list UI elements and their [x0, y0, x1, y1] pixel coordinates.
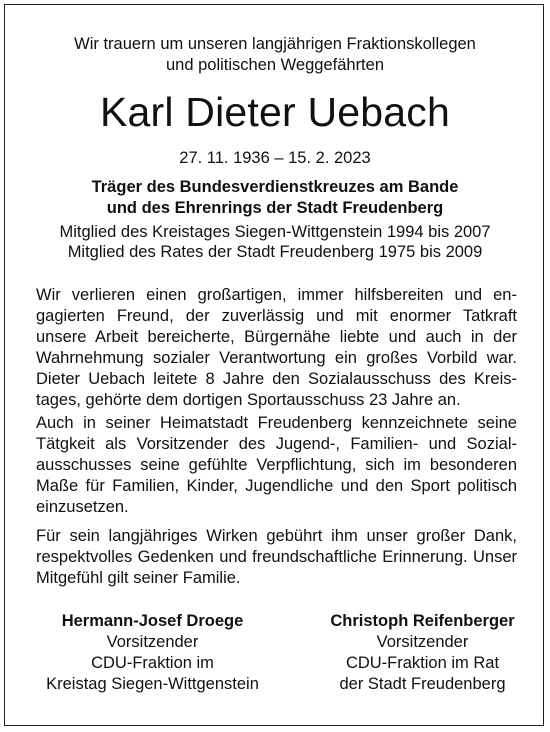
honor-line-1: Träger des Bundesverdienstkreuzes am Bande	[91, 178, 459, 196]
intro-text	[0, 34, 550, 76]
intro-line-2: und politischen Weggefährten	[165, 56, 384, 74]
signatory-org-line-2: Kreistag Siegen-Wittgenstein	[46, 675, 259, 693]
honor-line-2: und des Ehrenrings der Stadt Freudenberg	[106, 199, 444, 217]
memberships	[0, 222, 550, 262]
signatory-org-line-1: CDU-Fraktion im Rat	[345, 654, 500, 672]
signatory-org-line-2: der Stadt Freudenberg	[339, 675, 506, 693]
intro-line-1: Wir trauern um unseren langjährigen Fraktionskollegen	[74, 35, 476, 53]
signatory-role: Vorsitzender	[376, 633, 469, 651]
signatory-name: Christoph Reifenberger	[330, 612, 515, 630]
signature-right	[290, 611, 550, 695]
signatory-name: Hermann-Josef Droege	[61, 612, 244, 630]
signatory-org-line-1: CDU-Fraktion im	[91, 654, 214, 672]
deceased-name: Karl Dieter Uebach	[100, 89, 450, 135]
paragraph-tribute: Wir verlieren einen großartigen, immer hilfsbereiten und engagierten Freund, der zuverlässig und mit enormer Tatkraft unsere Arbeit bereicherte, Bürgernähe liebte und auch in der Wahrnehmung sozialer Verantwortung ein großes Vorbild war. Dieter Uebach leitete 8 Jahre den Sozialausschuss des Kreistages, gehörte dem dortigen Sportausschuss 23 Jahre an.	[36, 286, 517, 409]
signatory-role: Vorsitzender	[106, 633, 199, 651]
life-dates: 27. 11. 1936 – 15. 2. 2023	[179, 149, 371, 167]
honors	[0, 177, 550, 219]
signature-left	[20, 611, 285, 695]
membership-line-1: Mitglied des Kreistages Siegen-Wittgenstein 1994 bis 2007	[59, 223, 491, 241]
membership-line-2: Mitglied des Rates der Stadt Freudenberg 1975 bis 2009	[67, 243, 483, 261]
paragraph-thanks: Für sein langjähriges Wirken gebührt ihm unser großer Dank, respektvolles Gedenken und freundschaftliche Erinnerung. Unser Mitgefühl gilt seiner Familie.	[36, 527, 517, 587]
paragraph-hometown: Auch in seiner Heimatstadt Freudenberg kennzeichnete seine Tätgkeit als Vorsitzender des Jugend-, Familien- und Sozialausschusses seine gefühlte Verpflichtung, sich im besonderen Maße für Familien, Kinder, Jugendliche und den Sport politisch einzusetzen.	[36, 414, 517, 516]
